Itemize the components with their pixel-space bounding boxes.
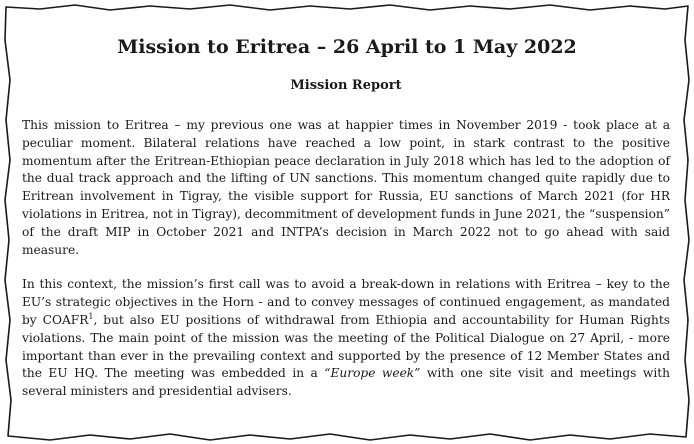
paragraph-text-part: In this context, the mission’s first call was to avoid a break-down in relations with Eritrea – key to the EU’s strategic objectives in the Horn - and to convey messages of continued engagement, as mandated by COAFR	[22, 277, 670, 327]
footnote-marker: 1	[88, 311, 94, 321]
paragraph-context: This mission to Eritrea – my previous one was at happier times in November 2019 - took place at a peculiar moment. Bilateral relations have reached a low point, in stark contrast to the positive momentum after the Eritrean-Ethiopian peace declaration in July 2018 which has led to the adoption of the dual track approach and the lifting of UN sanctions. This momentum changed quite rapidly due to Eritrean involvement in Tigray, the visible support for Russia, EU sanctions of March 2021 (for HR violations in Eritrea, not in Tigray), decommitment of development funds in June 2021, the “suspension” of the draft MIP in October 2021 and INTPA’s decision in March 2022 not to go ahead with said measure.	[22, 118, 670, 257]
paragraph-text-part: with one site visit and meetings with several ministers and presidential advisers.	[22, 366, 670, 399]
paragraph-mission-goals	[22, 276, 670, 401]
emphasis-text: “Europe week”	[324, 366, 421, 381]
document-title: Mission to Eritrea – 26 April to 1 May 2022	[117, 36, 577, 58]
document-subtitle: Mission Report	[290, 78, 402, 93]
document-body	[22, 36, 670, 418]
paragraph-text-part: , but also EU positions of withdrawal from Ethiopia and accountability for Human Rights violations. The main point of the mission was the meeting of the Political Dialogue on 27 April, - more important than ever in the prevailing context and supported by the presence of 12 Member States and the EU HQ. The meeting was embedded in a	[22, 312, 670, 381]
